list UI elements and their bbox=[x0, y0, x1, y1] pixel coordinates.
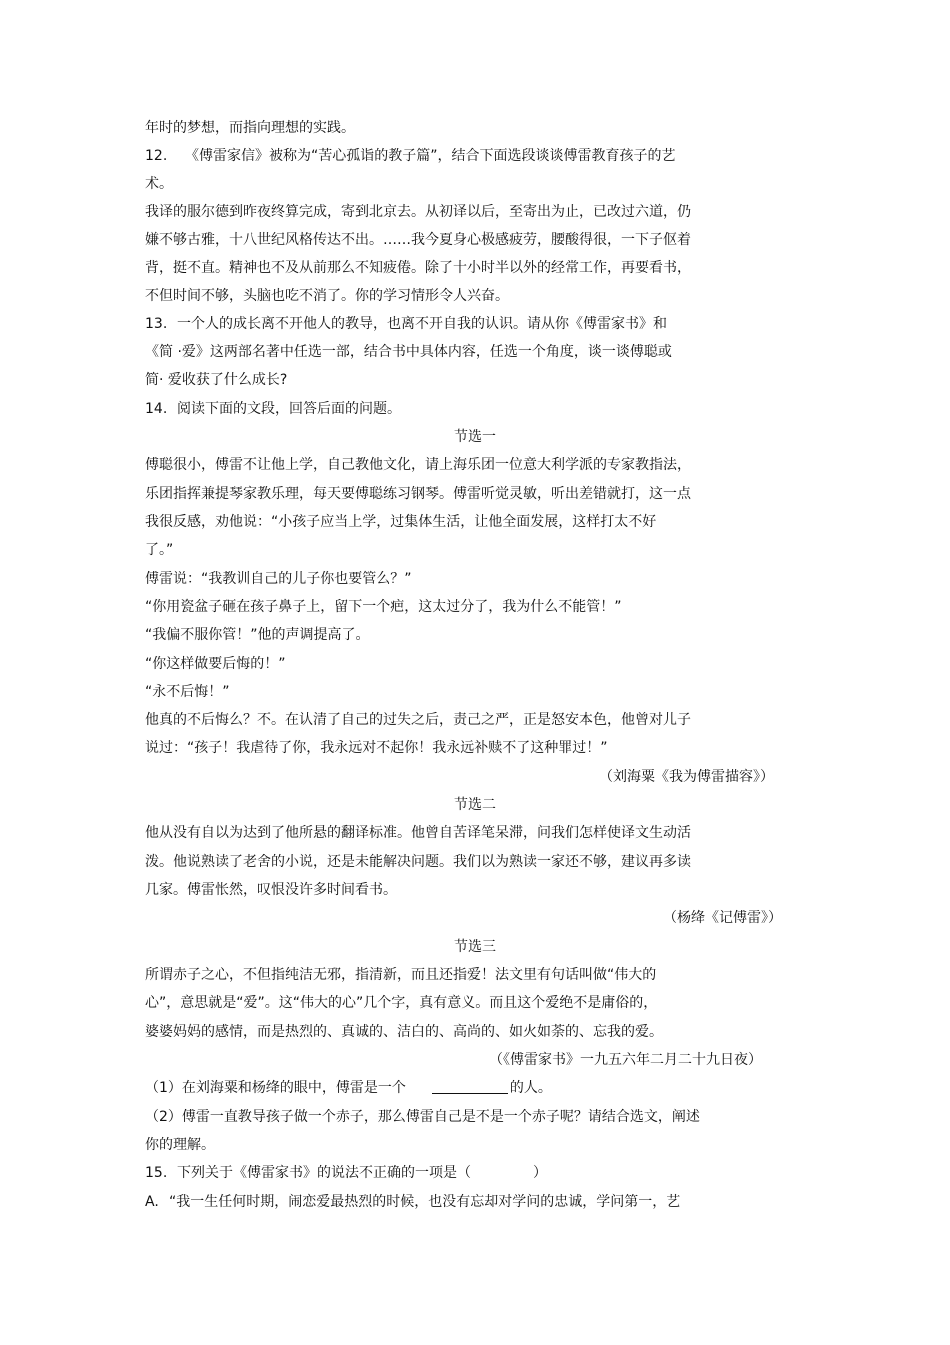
question-text: 《傅雷家信》被称为“苦心孤诣的教子篇”，结合下面选段谈谈傅雷教育孩子的艺 bbox=[185, 148, 676, 164]
question-number: 13. bbox=[145, 316, 168, 332]
text-line: “永不后悔！” bbox=[145, 684, 230, 700]
text-line: “你用瓷盆子砸在孩子鼻子上，留下一个疤，这太过分了，我为什么不能管！” bbox=[145, 599, 622, 615]
text-line: 不但时间不够，头脑也吃不消了。你的学习情形令人兴奋。 bbox=[145, 288, 509, 304]
text-line: 我很反感，劝他说：“小孩子应当上学，过集体生活，让他全面发展，这样打太不好 bbox=[145, 514, 657, 530]
text-line: 傅雷说：“我教训自己的儿子你也要管么？” bbox=[145, 571, 412, 587]
question-15 bbox=[145, 1164, 547, 1182]
answer-blank[interactable] bbox=[432, 1079, 508, 1094]
text-line: “我偏不服你管！”他的声调提高了。 bbox=[145, 627, 370, 643]
excerpt-source-1: （刘海粟《我为傅雷描容》） bbox=[599, 769, 774, 785]
text-line: 心”，意思就是“爱”。这“伟大的心”几个字，真有意义。而且这个爱绝不是庸俗的， bbox=[145, 995, 658, 1011]
question-13 bbox=[145, 315, 667, 333]
text-line: 《简 ·爱》这两部名著中任选一部，结合书中具体内容，任选一个角度，谈一谈傅聪或 bbox=[145, 344, 672, 360]
text-line: 背，挺不直。精神也不及从前那么不知疲倦。除了十小时半以外的经常工作，再要看书， bbox=[145, 260, 691, 276]
question-number: 15. bbox=[145, 1165, 168, 1181]
text-line: 婆婆妈妈的感情，而是热烈的、真诚的、洁白的、高尚的、如火如荼的、忘我的爱。 bbox=[145, 1024, 663, 1040]
sub-question-suffix: 的人。 bbox=[509, 1080, 552, 1096]
text-line: 术。 bbox=[145, 176, 173, 192]
sub-question-text: （1）在刘海粟和杨绛的眼中，傅雷是一个 bbox=[145, 1080, 406, 1096]
text-line: 说过：“孩子！我虐待了你，我永远对不起你！我永远补赎不了这种罪过！” bbox=[145, 740, 608, 756]
text-line: “你这样做要后悔的！” bbox=[145, 656, 286, 672]
excerpt-source-2: （杨绛《记傅雷》） bbox=[663, 910, 782, 926]
question-text: 下列关于《傅雷家书》的说法不正确的一项是（ bbox=[177, 1165, 471, 1181]
excerpt-heading-2: 节选二 bbox=[454, 797, 496, 813]
text-line: 泼。他说熟读了老舍的小说，还是未能解决问题。我们以为熟读一家还不够，建议再多读 bbox=[145, 854, 691, 870]
question-text: 阅读下面的文段，回答后面的问题。 bbox=[177, 401, 401, 417]
text-line: 你的理解。 bbox=[145, 1137, 215, 1153]
question-12 bbox=[145, 147, 676, 165]
excerpt-heading-3: 节选三 bbox=[454, 939, 496, 955]
excerpt-heading-1: 节选一 bbox=[454, 429, 496, 445]
excerpt-source-3: （《傅雷家书》一九五六年二月二十九日夜） bbox=[489, 1052, 762, 1068]
option-text: “我一生任何时期，闹恋爱最热烈的时候，也没有忘却对学问的忠诚，学问第一，艺 bbox=[169, 1194, 681, 1210]
question-number: 14. bbox=[145, 401, 168, 417]
question-14 bbox=[145, 400, 401, 418]
option-label: A. bbox=[145, 1194, 159, 1210]
sub-question-1 bbox=[145, 1079, 552, 1097]
text-line: 他从没有自以为达到了他所悬的翻译标准。他曾自苦译笔呆滞，问我们怎样使译文生动活 bbox=[145, 825, 691, 841]
text-line: 乐团指挥兼提琴家教乐理，每天要傅聪练习钢琴。傅雷听觉灵敏，听出差错就打，这一点 bbox=[145, 486, 691, 502]
text-line: 几家。傅雷怅然，叹恨没许多时间看书。 bbox=[145, 882, 397, 898]
text-line: 我译的服尔德到昨夜终算完成，寄到北京去。从初译以后，至寄出为止，已改过六道，仍 bbox=[145, 204, 691, 220]
text-line: 了。” bbox=[145, 542, 174, 558]
text-line: 所谓赤子之心，不但指纯洁无邪，指清新，而且还指爱！法文里有句话叫做“伟大的 bbox=[145, 967, 657, 983]
question-text-end: ） bbox=[533, 1165, 547, 1181]
text-line: 年时的梦想，而指向理想的实践。 bbox=[145, 120, 355, 136]
text-line: 傅聪很小，傅雷不让他上学，自己教他文化，请上海乐团一位意大利学派的专家教指法， bbox=[145, 457, 691, 473]
text-line: 嫌不够古雅，十八世纪风格传达不出。……我今夏身心极感疲劳，腰酸得很，一下子伛着 bbox=[145, 232, 691, 248]
text-line: 简· 爱收获了什么成长? bbox=[145, 372, 288, 388]
text-line: （2）傅雷一直教导孩子做一个赤子，那么傅雷自己是不是一个赤子呢？请结合选文，阐述 bbox=[145, 1109, 700, 1125]
text-line: 他真的不后悔么？不。在认清了自己的过失之后，责己之严，正是怒安本色，他曾对儿子 bbox=[145, 712, 691, 728]
option-a bbox=[145, 1193, 680, 1211]
question-number: 12. bbox=[145, 148, 168, 164]
question-text: 一个人的成长离不开他人的教导，也离不开自我的认识。请从你《傅雷家书》和 bbox=[177, 316, 667, 332]
